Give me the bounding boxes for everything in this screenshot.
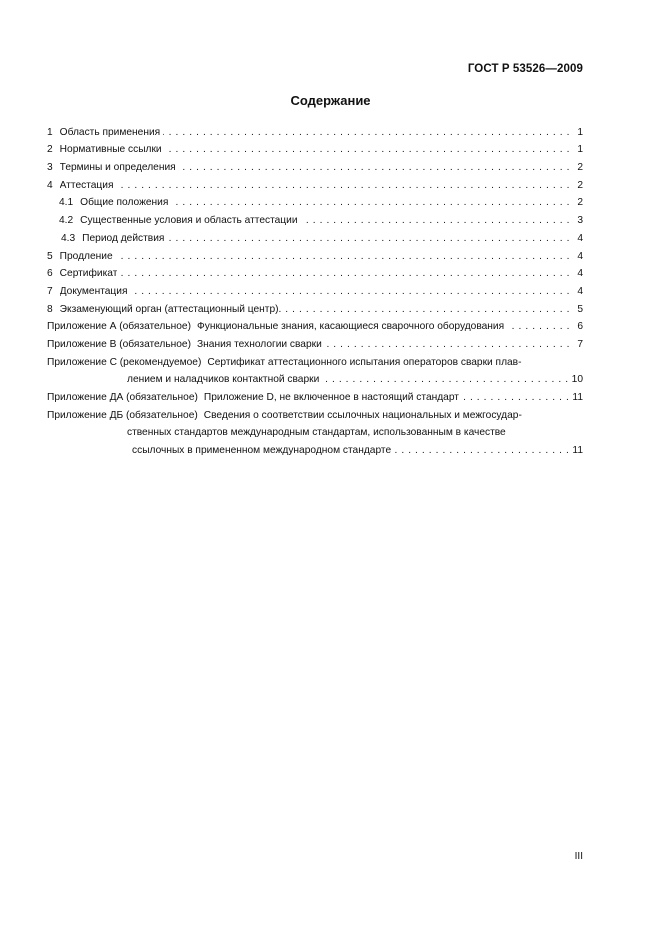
toc-entry-label: Продление — [59, 250, 113, 262]
dot-leader — [394, 444, 569, 456]
toc-entry-label: Общие положения — [80, 197, 169, 209]
toc-entry[interactable] — [47, 138, 583, 156]
dot-leader — [171, 196, 570, 208]
toc-entry-number: 6 — [47, 268, 53, 280]
toc-entry-page: 5 — [577, 303, 583, 315]
appendix-label: Сертификат аттестационного испытания операторов сварки плав- — [207, 356, 522, 368]
appendix-prefix: Приложение ДА (обязательное) — [47, 392, 198, 403]
toc-entry-number: 7 — [47, 285, 53, 297]
toc-entry-page: 1 — [577, 144, 583, 156]
toc-entry-number: 8 — [47, 303, 53, 315]
toc-entry-page: 11 — [572, 445, 583, 457]
toc-entry-label: Нормативные ссылки — [59, 144, 162, 156]
toc-entry[interactable] — [47, 244, 583, 262]
toc-appendix-c[interactable] — [47, 350, 583, 368]
toc-entry-page: 3 — [577, 215, 583, 227]
appendix-label: Приложение D, не включенное в настоящий стандарт — [203, 392, 459, 403]
toc-entry[interactable] — [47, 155, 583, 173]
toc-entry-number: 4.1 — [59, 197, 74, 209]
toc-appendix-da[interactable] — [47, 385, 583, 403]
toc-entry-number: 3 — [47, 162, 53, 174]
appendix-label: Знания технологии сварки — [197, 338, 322, 350]
dot-leader — [322, 373, 568, 385]
toc-appendix-db[interactable] — [47, 403, 583, 421]
toc-entry-number: 1 — [47, 126, 53, 138]
toc-entry[interactable] — [47, 120, 583, 138]
dot-leader — [116, 179, 570, 191]
toc-entry-page: 6 — [577, 321, 583, 333]
dot-leader — [507, 320, 570, 332]
document-code: ГОСТ Р 53526—2009 — [467, 63, 583, 75]
dot-leader — [165, 143, 570, 155]
dot-leader — [167, 232, 570, 244]
dot-leader — [179, 161, 570, 173]
appendix-prefix: Приложение С (рекомендуемое) — [47, 356, 202, 368]
toc-entry-label: Документация — [59, 285, 128, 297]
toc-appendix-db-continued[interactable] — [47, 421, 583, 439]
toc-subentry[interactable] — [47, 191, 583, 209]
toc-entry-label: Аттестация — [59, 179, 114, 191]
toc-entry-label: Термины и определения — [59, 162, 176, 174]
toc-entry-page: 4 — [577, 268, 583, 280]
table-of-contents — [47, 120, 583, 456]
toc-entry-label: Экзаменующий орган (аттестационный центр). — [59, 303, 282, 315]
toc-appendix-a[interactable] — [47, 315, 583, 333]
toc-entry-number: 4.3 — [61, 232, 76, 244]
appendix-label: Сведения о соответствии ссылочных национальных и межгосудар- — [203, 409, 522, 421]
appendix-label-continued: ственных стандартов международным стандартам, использованным в качестве — [127, 427, 506, 439]
page-number: III — [574, 851, 583, 862]
appendix-label-continued: лением и наладчиков контактной сварки — [127, 374, 320, 386]
toc-entry-page: 7 — [577, 338, 583, 350]
toc-entry-page: 4 — [577, 285, 583, 297]
dot-leader — [130, 285, 570, 297]
toc-entry-label: Период действия — [82, 232, 165, 244]
toc-entry-number: 4 — [47, 179, 53, 191]
toc-title: Содержание — [290, 93, 371, 108]
appendix-label-continued: ссылочных в примененном международном стандарте — [132, 445, 392, 457]
toc-entry-page: 2 — [577, 162, 583, 174]
dot-leader — [284, 303, 570, 315]
toc-entry-label: Существенные условия и область аттестации — [80, 215, 298, 227]
toc-entry[interactable] — [47, 173, 583, 191]
toc-entry-number: 2 — [47, 144, 53, 156]
appendix-label: Функциональные знания, касающиеся сварочного оборудования — [197, 321, 505, 333]
toc-entry-page: 2 — [577, 179, 583, 191]
dot-leader — [301, 214, 570, 226]
toc-entry-number: 5 — [47, 250, 53, 262]
toc-entry-page: 4 — [577, 232, 583, 244]
toc-entry-number: 4.2 — [59, 215, 74, 227]
dot-leader — [325, 338, 570, 350]
toc-entry[interactable] — [47, 279, 583, 297]
appendix-prefix: Приложение ДБ (обязательное) — [47, 409, 198, 421]
toc-entry-page: 11 — [572, 392, 583, 403]
appendix-prefix: Приложение В (обязательное) — [47, 338, 191, 350]
toc-appendix-b[interactable] — [47, 332, 583, 350]
toc-subentry[interactable] — [47, 226, 583, 244]
toc-subentry[interactable] — [47, 208, 583, 226]
toc-appendix-db-continued[interactable] — [47, 438, 583, 456]
toc-entry[interactable] — [47, 262, 583, 280]
toc-appendix-c-continued[interactable] — [47, 368, 583, 386]
toc-entry[interactable] — [47, 297, 583, 315]
dot-leader — [120, 267, 570, 279]
toc-entry-page: 10 — [571, 374, 583, 386]
toc-entry-label: Сертификат — [59, 268, 118, 280]
appendix-prefix: Приложение А (обязательное) — [47, 321, 191, 333]
dot-leader — [462, 391, 569, 403]
toc-entry-page: 4 — [577, 250, 583, 262]
toc-entry-label: Область применения — [59, 126, 161, 138]
toc-entry-page: 1 — [577, 126, 583, 138]
dot-leader — [163, 126, 570, 138]
toc-entry-page: 2 — [577, 197, 583, 209]
dot-leader — [116, 250, 570, 262]
